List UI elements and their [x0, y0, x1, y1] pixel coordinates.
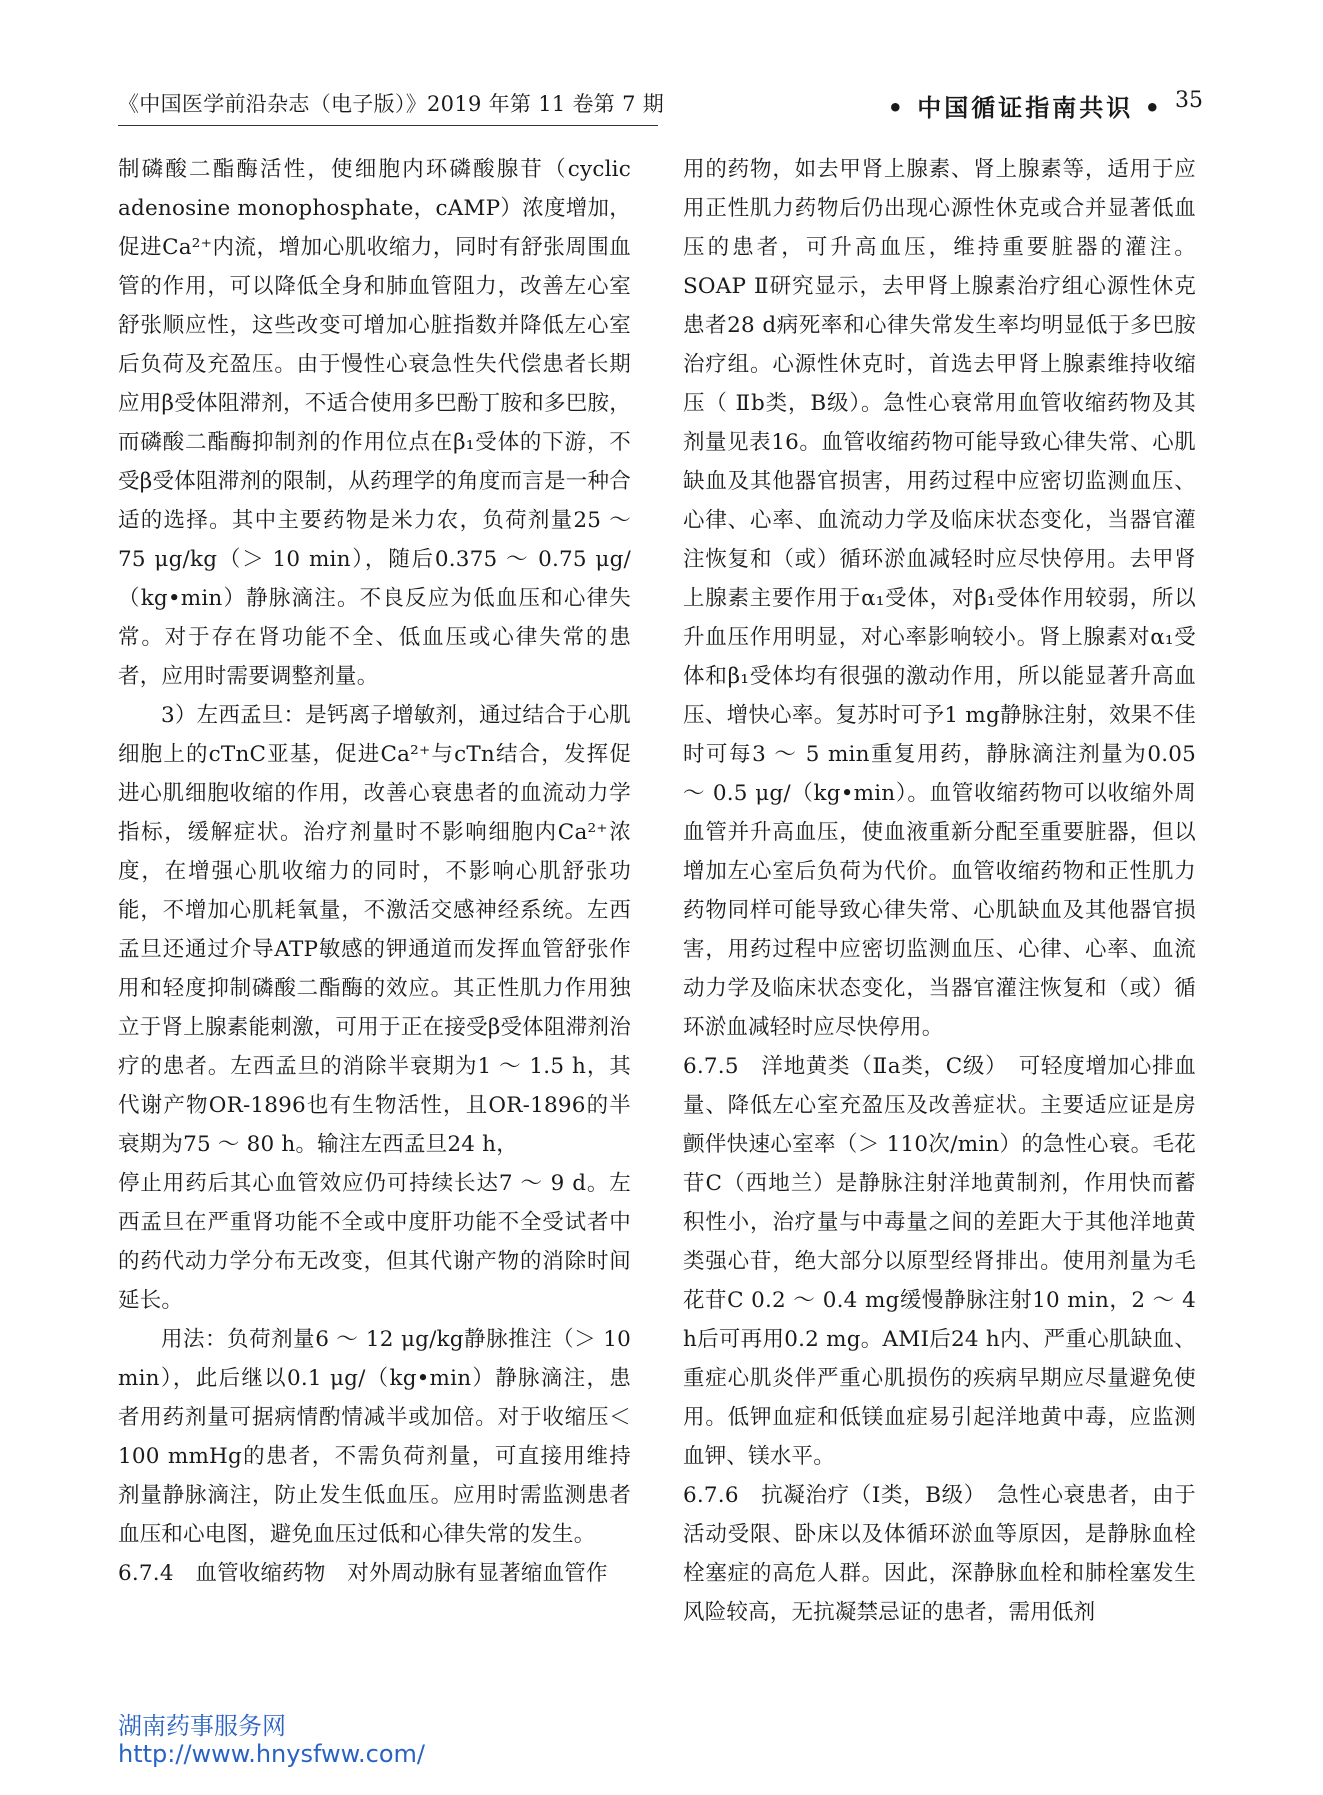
footer-watermark — [118, 1712, 425, 1768]
paragraph: 3）左西孟旦：是钙离子增敏剂，通过结合于心肌细胞上的cTnC亚基，促进Ca²⁺与cTn结合，发挥促进心肌细胞收缩的作用，改善心衰患者的血流动力学指标，缓解症状。治疗剂量时不影响细胞内Ca²⁺浓度，在增强心肌收缩力的同时，不影响心肌舒张功能，不增加心肌耗氧量，不激活交感神经系统。左西孟旦还通过介导ATP敏感的钾通道而发挥血管舒张作用和轻度抑制磷酸二酯酶的效应。其正性肌力作用独立于肾上腺素能刺激，可用于正在接受β受体阻滞剂治疗的患者。左西孟旦的消除半衰期为1 ～ 1.5 h，其代谢产物OR-1896也有生物活性，且OR-1896的半衰期为75 ～ 80 h。输注左西孟旦24 h， — [118, 703, 631, 1157]
paragraph: 用法：负荷剂量6 ～ 12 μg/kg静脉推注（＞ 10 min），此后继以0.1 μg/（kg•min）静脉滴注，患者用药剂量可据病情酌情减半或加倍。对于收缩压＜ 100 mmHg的患者，不需负荷剂量，可直接用维持剂量静脉滴注，防止发生低血压。应用时需监测患者血压和心电图，避免血压过低和心律失常的发生。 — [118, 1327, 631, 1547]
left-column — [118, 150, 631, 1593]
section-title — [888, 88, 1163, 123]
section-heading-6-7-5: 6.7.5 洋地黄类（Ⅱa类，C级） 可轻度增加心排血量、降低左心室充盈压及改善症状。主要适应证是房颤伴快速心室率（＞ 110次/min）的急性心衰。毛花苷C（西地兰）是静脉注射洋地黄制剂，作用快而蓄积性小，治疗量与中毒量之间的差距大于其他洋地黄类强心苷，绝大部分以原型经肾排出。使用剂量为毛花苷C 0.2 ～ 0.4 mg缓慢静脉注射10 min，2 ～ 4 h后可再用0.2 mg。AMI后24 h内、严重心肌缺血、重症心肌炎伴严重心肌损伤的疾病早期应尽量避免使用。低钾血症和低镁血症易引起洋地黄中毒，应监测血钾、镁水平。 — [683, 1054, 1196, 1469]
page-header — [118, 88, 1203, 128]
section-heading-6-7-4: 6.7.4 血管收缩药物 对外周动脉有显著缩血管作 — [118, 1561, 608, 1586]
page-number: 35 — [1175, 88, 1203, 113]
site-name: 湖南药事服务网 — [118, 1712, 286, 1740]
paragraph: 用的药物，如去甲肾上腺素、肾上腺素等，适用于应用正性肌力药物后仍出现心源性休克或合并显著低血压的患者，可升高血压，维持重要脏器的灌注。SOAP Ⅱ研究显示，去甲肾上腺素治疗组心源性休克患者28 d病死率和心律失常发生率均明显低于多巴胺治疗组。心源性休克时，首选去甲肾上腺素维持收缩压（ Ⅱb类，B级）。急性心衰常用血管收缩药物及其剂量见表16。血管收缩药物可能导致心律失常、心肌缺血及其他器官损害，用药过程中应密切监测血压、心律、心率、血流动力学及临床状态变化，当器官灌注恢复和（或）循环淤血减轻时应尽快停用。去甲肾上腺素主要作用于α₁受体，对β₁受体作用较弱，所以升血压作用明显，对心率影响较小。肾上腺素对α₁受体和β₁受体均有很强的激动作用，所以能显著升高血压、增快心率。复苏时可予1 mg静脉注射，效果不佳时可每3 ～ 5 min重复用药，静脉滴注剂量为0.05 ～ 0.5 μg/（kg•min）。血管收缩药物可以收缩外周血管并升高血压，使血液重新分配至重要脏器，但以增加左心室后负荷为代价。血管收缩药物和正性肌力药物同样可能导致心律失常、心肌缺血及其他器官损害，用药过程中应密切监测血压、心律、心率、血流动力学及临床状态变化，当器官灌注恢复和（或）循环淤血减轻时应尽快停用。 — [683, 157, 1196, 1040]
right-column — [683, 150, 1196, 1632]
site-url-link[interactable]: http://www.hnysfww.com/ — [118, 1740, 426, 1768]
paragraph: 停止用药后其心血管效应仍可持续长达7 ～ 9 d。左西孟旦在严重肾功能不全或中度肝功能不全受试者中的药代动力学分布无改变，但其代谢产物的消除时间延长。 — [118, 1171, 631, 1313]
section-label: • 中国循证指南共识 • — [887, 94, 1163, 122]
section-heading-6-7-6: 6.7.6 抗凝治疗（Ⅰ类，B级） 急性心衰患者，由于活动受限、卧床以及体循环淤血等原因，是静脉血栓栓塞症的高危人群。因此，深静脉血栓和肺栓塞发生风险较高，无抗凝禁忌证的患者，需用低剂 — [683, 1483, 1196, 1625]
header-rule — [118, 125, 658, 126]
paragraph: 制磷酸二酯酶活性，使细胞内环磷酸腺苷（cyclic adenosine monophosphate，cAMP）浓度增加，促进Ca²⁺内流，增加心肌收缩力，同时有舒张周围血管的作用，可以降低全身和肺血管阻力，改善左心室舒张顺应性，这些改变可增加心脏指数并降低左心室后负荷及充盈压。由于慢性心衰急性失代偿患者长期应用β受体阻滞剂，不适合使用多巴酚丁胺和多巴胺，而磷酸二酯酶抑制剂的作用位点在β₁受体的下游，不受β受体阻滞剂的限制，从药理学的角度而言是一种合适的选择。其中主要药物是米力农，负荷剂量25 ～ 75 μg/kg（＞ 10 min），随后0.375 ～ 0.75 μg/（kg•min）静脉滴注。不良反应为低血压和心律失常。对于存在肾功能不全、低血压或心律失常的患者，应用时需要调整剂量。 — [118, 157, 631, 689]
journal-citation: 《中国医学前沿杂志（电子版）》2019 年第 11 卷第 7 期 — [118, 92, 665, 116]
